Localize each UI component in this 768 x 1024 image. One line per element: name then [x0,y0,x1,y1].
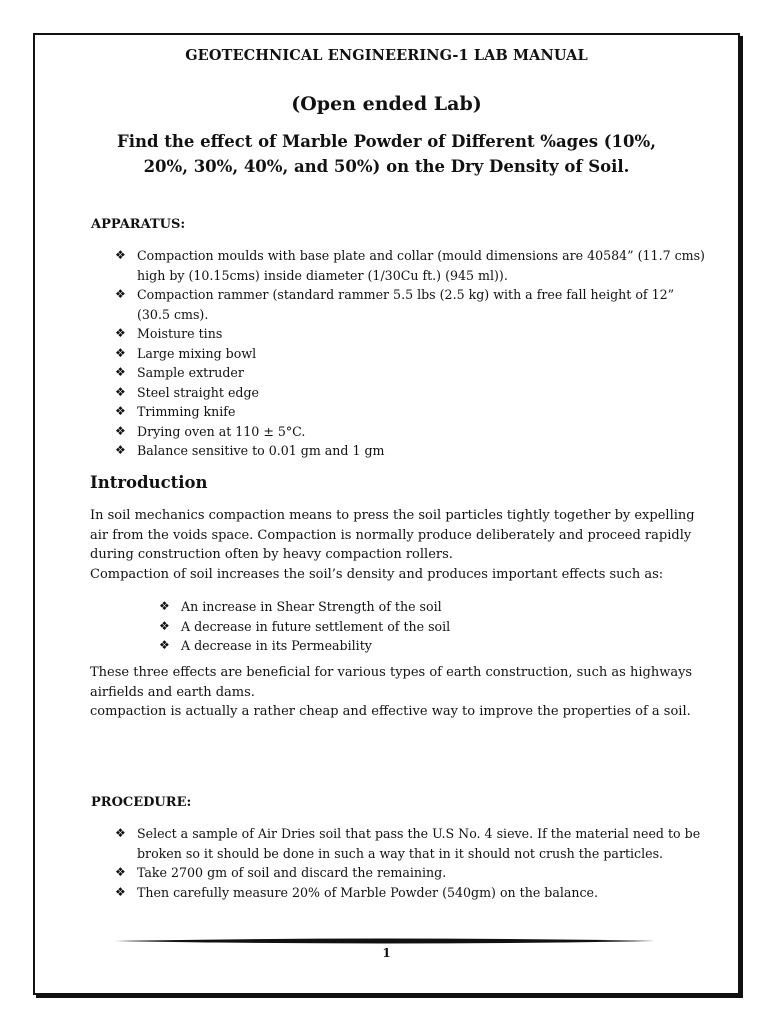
page-frame [33,33,740,995]
procedure-list [115,824,709,902]
footer-divider [115,938,655,944]
list-item: ❖ A decrease in its Permeability [181,636,701,656]
list-item: ❖ Drying oven at 110 ± 5°C. [137,422,709,442]
diamond-bullet-icon: ❖ [159,618,170,633]
diamond-bullet-icon: ❖ [115,826,126,840]
diamond-bullet-icon: ❖ [115,287,126,301]
list-item: ❖ Compaction moulds with base plate and collar (mould dimensions are 40584” (11.7 cms) high by (10.15cms) inside diameter (1/30Cu ft.) (945 ml)). [115,248,705,283]
diamond-bullet-icon: ❖ [115,865,126,879]
apparatus-list [115,246,709,461]
manual-title: GEOTECHNICAL ENGINEERING-1 LAB MANUAL [185,47,588,64]
diamond-bullet-icon: ❖ [115,404,126,418]
diamond-bullet-icon: ❖ [115,326,126,340]
diamond-bullet-icon: ❖ [115,384,126,399]
introduction-heading: Introduction [90,473,208,492]
introduction-paragraph: In soil mechanics compaction means to press the soil particles tightly together by expelling air from the voids space. Compaction is normally produce deliberately and proceed rapidly during construction often by heavy compaction rollers. Compaction of soil increases the soil’s density and produces important effects such as: [90,508,695,582]
diamond-bullet-icon: ❖ [115,248,126,262]
list-item: ❖ Compaction rammer (standard rammer 5.5 lbs (2.5 kg) with a free fall height of 12” (30.5 cms). [115,287,675,322]
list-item: ❖ Balance sensitive to 0.01 gm and 1 gm [137,441,709,461]
list-item: ❖ An increase in Shear Strength of the soil [181,597,701,617]
effects-list [159,597,701,656]
procedure-heading: PROCEDURE: [91,795,192,810]
list-item: ❖ Select a sample of Air Dries soil that pass the U.S No. 4 sieve. If the material need to be broken so it should be done in such a way that in it should not crush the particles. [115,826,701,861]
diamond-bullet-icon: ❖ [115,365,126,379]
lab-type-heading: (Open ended Lab) [291,93,482,115]
effects-paragraph: These three effects are beneficial for various types of earth construction, such as highways airfields and earth dams. compaction is actually a rather cheap and effective way to improve the properties of a soil. [90,665,693,719]
list-item: ❖ Trimming knife [137,402,709,422]
experiment-title: Find the effect of Marble Powder of Different %ages (10%, 20%, 30%, 40%, and 50%) on the Dry Density of Soil. [117,132,656,176]
list-item: ❖ Then carefully measure 20% of Marble Powder (540gm) on the balance. [137,883,709,903]
list-item: ❖ Take 2700 gm of soil and discard the remaining. [137,863,709,883]
diamond-bullet-icon: ❖ [115,423,126,438]
diamond-bullet-icon: ❖ [115,345,126,360]
diamond-bullet-icon: ❖ [159,599,170,613]
apparatus-heading: APPARATUS: [91,217,186,232]
list-item: ❖ Moisture tins [137,324,709,344]
page-number: 1 [382,946,391,960]
diamond-bullet-icon: ❖ [115,884,126,899]
list-item: ❖ Large mixing bowl [137,344,709,364]
list-item: ❖ A decrease in future settlement of the soil [181,617,701,637]
diamond-bullet-icon: ❖ [115,443,126,457]
list-item: ❖ Sample extruder [137,363,709,383]
list-item: ❖ Steel straight edge [137,383,709,403]
diamond-bullet-icon: ❖ [159,638,170,652]
